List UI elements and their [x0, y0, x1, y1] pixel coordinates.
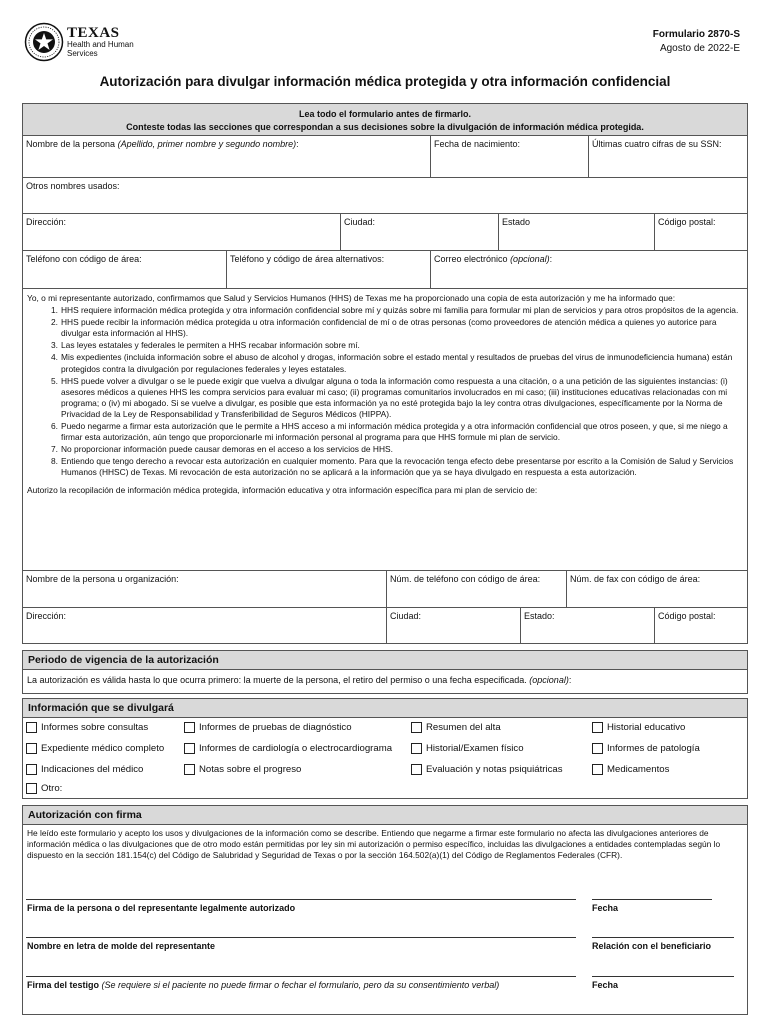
org-phone-label: Núm. de teléfono con código de área:	[390, 574, 541, 584]
email-hint: (opcional)	[510, 254, 550, 264]
relationship-line[interactable]	[592, 937, 734, 938]
org-fax-label: Núm. de fax con código de área:	[570, 574, 701, 584]
witness-line[interactable]	[26, 976, 576, 977]
texas-seal-icon	[24, 22, 64, 62]
instructions-banner	[22, 103, 748, 136]
print-name-line[interactable]	[26, 937, 576, 938]
validity-heading: Periodo de vigencia de la autorización	[22, 650, 748, 670]
validity-hint: (opcional)	[529, 675, 569, 685]
form-identifier	[653, 28, 740, 55]
person-name-hint: (Apellido, primer nombre y segundo nombre)	[117, 139, 297, 149]
address-label: Dirección:	[26, 217, 67, 227]
checkbox-progress-notes[interactable]: Notas sobre el progreso	[184, 764, 301, 775]
consent-item: 4. Mis expedientes (incluida información sobre el abuso de alcohol y drogas, información sobre el estado mental y resultados de pruebas del virus de inmunodeficiencia humana) están protegidos contra la divulgación por regulaciones federales y leyes estatales.	[51, 352, 733, 374]
form-date: Agosto de 2022-E	[659, 42, 740, 54]
signature-line[interactable]	[26, 899, 576, 900]
disclose-heading: Información que se divulgará	[22, 698, 748, 718]
other-names-label: Otros nombres usados:	[26, 181, 120, 191]
checkbox-diagnostic-tests[interactable]: Informes de pruebas de diagnóstico	[184, 722, 352, 733]
consent-section	[22, 289, 748, 570]
person-row-1	[22, 136, 748, 178]
consent-intro: Yo, o mi representante autorizado, confirmamos que Salud y Servicios Humanos (HHS) de Texas me ha proporcionado una copia de esta autorización y me ha informado que:	[27, 293, 676, 303]
org-state-field[interactable]	[521, 608, 655, 643]
org-city-field[interactable]	[387, 608, 521, 643]
city-label: Ciudad:	[344, 217, 376, 227]
org-row-1	[22, 570, 748, 608]
checkbox-medications[interactable]: Medicamentos	[592, 764, 669, 775]
checkbox-other[interactable]: Otro:	[26, 783, 62, 794]
witness-hint: (Se requiere si el paciente no puede firmar o fechar el formulario, pero da su consentimiento verbal)	[101, 980, 500, 990]
witness-date-line[interactable]	[592, 976, 734, 977]
email-field[interactable]: Correo electrónico (opcional):	[434, 254, 553, 264]
consent-item: 8. Entiendo que tengo derecho a revocar esta autorización en cualquier momento. Para que la revocación tenga efecto debe presentarse por escrito a la Comisión de Salud y Servicios Humanos (HHSC) de Texas. Mi revocación de esta autorización no se aplicará a la información que ya se haya divulgado en respuesta a esta autorización.	[51, 456, 734, 478]
consent-item: 3. Las leyes estatales y federales le permiten a HHS recabar información sobre mí.	[51, 340, 360, 351]
consent-item: 7. No proporcionar información puede causar demoras en el acceso a los servicios de HHS.	[51, 444, 393, 455]
instructions-line-1: Lea todo el formulario antes de firmarlo.	[298, 109, 472, 119]
logo-texas-text: TEXAS	[67, 24, 120, 41]
signature-date-label: Fecha	[592, 903, 619, 913]
signature-date-line[interactable]	[592, 899, 712, 900]
org-name-label: Nombre de la persona u organización:	[26, 574, 179, 584]
alt-phone-label: Teléfono y código de área alternativos:	[230, 254, 385, 264]
logo-subtitle-2: Services	[67, 48, 98, 58]
email-label: Correo electrónico	[434, 254, 508, 264]
signature-heading: Autorización con firma	[22, 805, 748, 825]
dob-field[interactable]	[431, 136, 589, 177]
org-address-label: Dirección:	[26, 611, 67, 621]
zip-label: Código postal:	[658, 217, 716, 227]
signature-statement: He leído este formulario y acepto los usos y divulgaciones de la información como se describe. Entiendo que negarme a firmar este formulario no afecta las divulgaciones anteriores de información médica o las divulgaciones que de otro modo están permitidas por ley sin mi autorización o permiso específico, incluidas las divulgaciones a entidades contempladas según lo dispuesto en la sección 181.154(c) del Código de Salubridad y Seguridad de Texas o por la sección 164.502(a)(1) del Código de Reglamentos Federales (CFR).	[27, 828, 721, 861]
checkbox-cardiology-reports[interactable]: Informes de cardiología o electrocardiograma	[184, 743, 392, 754]
person-row-3	[22, 214, 748, 251]
signature-label: Firma de la persona o del representante legalmente autorizado	[27, 903, 296, 913]
org-row-2	[22, 608, 748, 644]
authorize-line: Autorizo la recopilación de información médica protegida, información educativa y otra información específica para mi plan de servicio de:	[27, 484, 538, 495]
witness-label	[27, 980, 499, 990]
relationship-label: Relación con el beneficiario	[592, 941, 712, 951]
ssn-label: Últimas cuatro cifras de su SSN:	[592, 139, 722, 149]
checkbox-education-history[interactable]: Historial educativo	[592, 722, 685, 733]
texas-hhs-logo	[24, 22, 134, 62]
page-title: Autorización para divulgar información médica protegida y otra información confidencial	[99, 74, 671, 89]
print-name-label: Nombre en letra de molde del representante	[27, 941, 216, 951]
checkbox-discharge-summary[interactable]: Resumen del alta	[411, 722, 501, 733]
phone-field[interactable]	[23, 251, 227, 288]
consent-list	[27, 305, 743, 478]
person-row-4	[22, 251, 748, 289]
consent-item: 6. Puedo negarme a firmar esta autorización que le permite a HHS acceso a mi información médica protegida y a otra información confidencial que otros poseen, y que, si me niego a firmar esta autorización, aún tengo que proporcionarle mi información personal al programa para que HHS formule mi plan de servicio.	[51, 421, 728, 443]
witness-date-label: Fecha	[592, 980, 619, 990]
org-address-field[interactable]	[23, 608, 387, 643]
state-label: Estado	[502, 217, 531, 227]
consent-item: 1. HHS requiere información médica protegida y otra información confidencial sobre mí y quizás sobre mi familia para formular mi plan de servicios y para otros propósitos de la agencia.	[51, 305, 739, 316]
org-city-label: Ciudad:	[390, 611, 422, 621]
logo-subtitle-1: Health and Human	[67, 40, 134, 50]
org-fax-field[interactable]	[567, 571, 747, 607]
person-name-field[interactable]: Nombre de la persona (Apellido, primer nombre y segundo nombre):	[23, 136, 431, 177]
form-number: Formulario 2870-S	[652, 29, 740, 40]
validity-text: La autorización es válida hasta lo que ocurra primero: la muerte de la persona, el retiro del permiso o una fecha especificada.	[27, 675, 527, 685]
alt-phone-field[interactable]	[227, 251, 431, 288]
consent-item: 2. HHS puede recibir la información médica protegida u otra información confidencial de mí o de otras personas (como proveedores de atención médica a quienes yo autorice para divulgar esta información al HHS).	[51, 317, 717, 339]
other-names-field[interactable]	[23, 178, 747, 213]
checkbox-full-medical-record[interactable]: Expediente médico completo	[26, 743, 164, 754]
checkbox-pathology-reports[interactable]: Informes de patología	[592, 743, 700, 754]
org-zip-label: Código postal:	[658, 611, 716, 621]
address-field[interactable]	[23, 214, 341, 250]
org-name-field[interactable]	[23, 571, 387, 607]
person-row-2	[22, 178, 748, 214]
instructions-line-2: Conteste todas las secciones que correspondan a sus decisiones sobre la divulgación de información médica protegida.	[126, 121, 644, 132]
witness-label-text: Firma del testigo	[27, 980, 100, 990]
city-field[interactable]	[341, 214, 499, 250]
person-name-label: Nombre de la persona	[26, 139, 116, 149]
org-phone-field[interactable]	[387, 571, 567, 607]
org-state-label: Estado:	[524, 611, 555, 621]
org-zip-field[interactable]	[655, 608, 747, 643]
consent-item: 5. HHS puede volver a divulgar o se le puede exigir que vuelva a divulgar alguna o toda la información como respuesta a una citación, o a una petición de las siguientes instancias: (i) asesores médicos a quienes HHS les compra servicios para evaluar mi caso; (ii) programas comunitarios involucrados en mi caso; (iii) instituciones educativas relacionadas con mi programa; o (iv) mi abogado. Si se vuelve a divulgar, es posible que esta información ya no esté protegida bajo la ley contra otras divulgaciones, específicamente por la Norma de Privacidad de la Ley de Responsabilidad y Transferibilidad de Seguros Médicos (HIPPA).	[51, 375, 728, 419]
validity-body[interactable]: La autorización es válida hasta lo que ocurra primero: la muerte de la persona, el retiro del permiso o una fecha especificada. (opcional):	[22, 670, 748, 694]
checkbox-psychiatric-evaluation[interactable]: Evaluación y notas psiquiátricas	[411, 764, 563, 775]
phone-label: Teléfono con código de área:	[26, 254, 142, 264]
zip-field[interactable]	[655, 214, 747, 250]
ssn-field[interactable]	[589, 136, 747, 177]
checkbox-physical-exam[interactable]: Historial/Examen físico	[411, 743, 524, 754]
checkbox-consultation-reports[interactable]: Informes sobre consultas	[26, 722, 148, 733]
state-field[interactable]	[499, 214, 655, 250]
checkbox-physician-orders[interactable]: Indicaciones del médico	[26, 764, 143, 775]
dob-label: Fecha de nacimiento:	[434, 139, 521, 149]
